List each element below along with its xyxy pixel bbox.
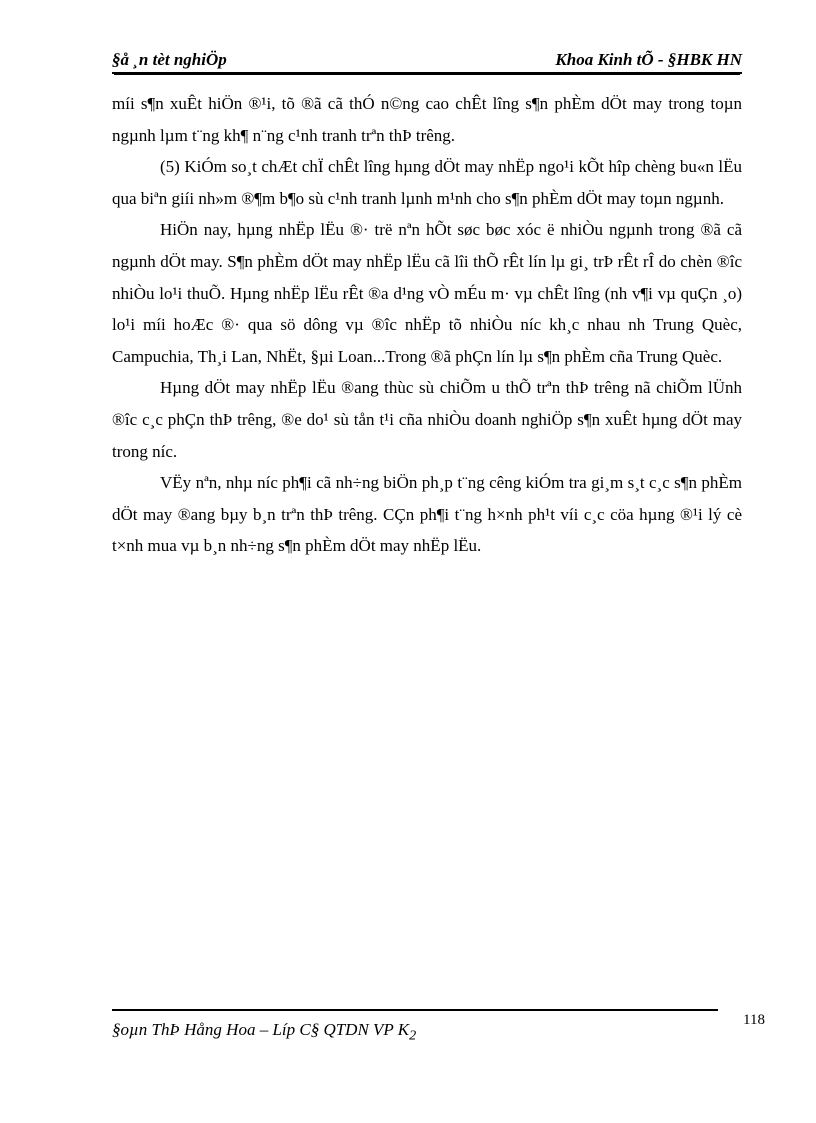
paragraph-4: Hµng dÖt may nhËp lËu ®ang thùc sù chiÕm u thÕ trªn thÞ trêng nã chiÕm lÜnh ®îc c¸c phÇn thÞ trêng, ®e do¹ sù tån t¹i cña nhiÒu doanh nghiÖp s¶n xuÊt hµng dÖt may trong níc. bbox=[112, 378, 742, 461]
footer-author-subscript: 2 bbox=[409, 1027, 417, 1044]
page-number: 118 bbox=[743, 1012, 765, 1028]
header-thesis-title: §å ¸n tèt nghiÖp bbox=[112, 50, 227, 69]
paragraph-5: VËy nªn, nhµ níc ph¶i cã nh÷ng biÖn ph¸p t¨ng cêng kiÓm tra gi¸m s¸t c¸c s¶n phÈm dÖt may ®ang bµy b¸n trªn thÞ trêng. CÇn ph¶i t¨ng h×nh ph¹t víi c¸c cöa hµng ®¹i lý cè t×nh mua vµ b¸n nh÷ng s¶n phÈm dÖt may nhËp lËu. bbox=[112, 473, 742, 556]
paragraph-3: HiÖn nay, hµng nhËp lËu ®· trë nªn hÕt søc bøc xóc ë nhiÒu ngµnh trong ®ã cã ngµnh dÖt may. S¶n phÈm dÖt may nhËp lËu cã lîi thÕ rÊt lín lµ gi¸ trÞ rÊt rÎ do chèn ®îc nhiÒu lo¹i thuÕ. Hµng nhËp lËu rÊt ®a d¹ng vÒ mÉu m· vµ chÊt lîng (nh v¶i vµ quÇn ¸o) lo¹i míi hoÆc ®· qua sö dông vµ ®îc nhËp tõ nhiÒu níc kh¸c nhau nh Trung Quèc, Campuchia, Th¸i Lan, NhËt, §µi Loan...Trong ®ã phÇn lín lµ s¶n phÈm cña Trung Quèc. bbox=[112, 220, 742, 366]
paragraph-2: (5) KiÓm so¸t chÆt chÏ chÊt lîng hµng dÖt may nhËp ngo¹i kÕt hîp chèng bu«n lËu qua biªn giíi nh»m ®¶m b¶o sù c¹nh tranh lµnh m¹nh cho s¶n phÈm dÖt may toµn ngµnh. bbox=[112, 157, 742, 208]
footer-author-text: §oµn ThÞ Hång Hoa – Líp C§ QTDN VP K bbox=[112, 1020, 410, 1039]
footer-author bbox=[112, 1020, 416, 1044]
page-header bbox=[112, 48, 742, 74]
header-faculty: Khoa Kinh tÕ - §HBK HN bbox=[555, 50, 742, 69]
footer-rule bbox=[112, 1009, 718, 1011]
paragraph-1: míi s¶n xuÊt hiÖn ®¹i, tõ ®ã cã thÓ n©ng cao chÊt lîng s¶n phÈm dÖt may trong toµn ngµnh lµm t¨ng kh¶ n¨ng c¹nh tranh trªn thÞ trêng. bbox=[112, 94, 742, 145]
body-text bbox=[112, 88, 742, 562]
